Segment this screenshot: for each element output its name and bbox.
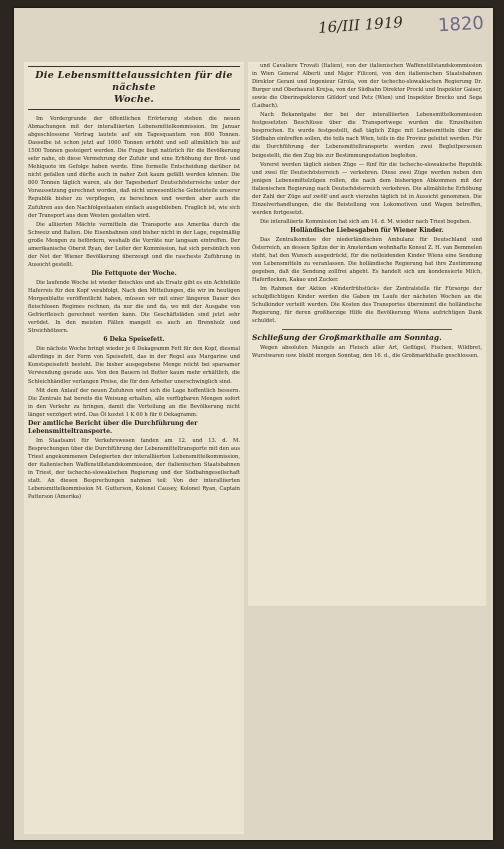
paragraph: Nach Bekanntgabe der bei der interalliierten Lebensmittelkommission festgesetzten Beschlüsse über die Transportwege wurden die Einzelheiten besprochen. Es wurde festgestellt, daß täglich Züge mit Lebensmitteln über die Südbahn eintreffen sollen, die teils nach Wien, teils in die Provinz geleitet werden. Für die Durchführung der Lebensmitteltransporte werden zwei Begleitpersonen beigestellt, die den Zug bis zur Bestimmungsstation begleiten. bbox=[252, 112, 482, 159]
notice-headline: Schließung der Großmarkthalle am Sonntag. bbox=[252, 332, 442, 342]
paragraph: und Cavaliere Trovati (Italien), von der italienischen Waffenstillstandskommission in Wien General Alberti und Major Filiconi, von den italienischen Staatsbahnen Direktor Gerani und Ingenieur Girola, von der tschecho-slowakischen Regierung Dr. Burger und Oberbaurat Krejsa, von der Südbahn Direktor Prockl und Inspektor Gaiser, sowie die Oberinspektoren Göldorf und Petz (Wien) und Inspektor Brecko und Sega (Laibach). bbox=[252, 63, 482, 110]
divider bbox=[282, 329, 452, 330]
headline-line2: Woche. bbox=[113, 94, 155, 105]
paragraph: Die interalliierte Kommission hat sich am 14. d. M. wieder nach Triest begeben. bbox=[260, 218, 472, 225]
clipping-right-column bbox=[248, 62, 486, 606]
paragraph: Im Staatsamt für Verkehrswesen fanden am 12. und 13. d. M. Besprechungen über die Durchführung der Lebensmitteltransporte mit den aus Triest angekommenen Delegierten der interalliierten Lebensmittelkommission, der italienischen Waffenstillstandskommission, der italienischen Staatsbahnen in Triest, der tschecho-slowakischen Regierung und der Südbahngesellschaft statt. An diesen Besprechungen nahmen teil: Von der interalliierten Lebensmittelkommission M. Gutterson, Kolonel Causey, Kolonel Ryan, Captain Patterson (Amerika) bbox=[28, 437, 240, 501]
subheading: Holländische Liebesgaben für Wiener Kinder. bbox=[290, 226, 444, 234]
article-headline bbox=[28, 66, 240, 110]
paragraph: Im Rahmen der Aktion »Kinderfrühstück« der Zentralstelle für Fürsorge der schulpflichtigen Kinder werden die Gaben im Laufe der nächsten Wochen an die Schulkinder verteilt werden. Die Kosten des Transportes übernimmt die holländische Regierung, für deren großherzige Hilfe die Bevölkerung Wiens aufrichtigen Dank schuldet. bbox=[252, 286, 482, 325]
paragraph: Die alliierten Mächte vermitteln die Transporte aus Amerika durch die Schweiz und Italien. Die Eisenbahnen sind bisher nicht in der Lage, regelmäßig große Mengen zu befördern, weshalb die Vorräte nur langsam eintreffen. Der amerikanische Oberst Ryan, der Leiter der Kommission, hat sich persönlich von der Not der Wiener Bevölkerung überzeugt und die rascheste Zuführung in Aussicht gestellt. bbox=[28, 221, 240, 268]
notice-text: Wegen absoluten Mangels an Fleisch aller Art, Geflügel, Fischen, Wildbret, Wurstwaren usw. bleibt morgen Sonntag, den 16. d., die Großmarkthalle geschlossen. bbox=[252, 344, 482, 359]
paragraph: Die laufende Woche ist wieder fleischlos und als Ersatz gibt es ein Achtelkilo Haferreis für den Kopf verabfolgt. Nach den Mitteilungen, die wir im heutigen Morgenblatte veröffentlicht haben, müssen wir mit einer längeren Dauer des fleischlosen Regimes rechnen, da nur die und da, wo mit der Ausgabe von Gefrierfleisch gerechnet werden kann. Die Geschäftsläden sind jetzt sehr verödet. In den meisten Fällen mangelt es auch an Brennholz und Streichhölzern. bbox=[28, 279, 240, 335]
handwritten-date: 16/III 1919 bbox=[317, 13, 404, 37]
paragraph: Die nächste Woche bringt wieder je 6 Dekagramm Fett für den Kopf, diesmal allerdings in der Form von Speisefett, das in der Regel aus Margarine und Kunstspeisefett besteht. Die bisher ausgegebene Menge reicht bei sparsamer Verwendung gerade aus. Von den Bauern ist Butter kaum mehr erhältlich, die Schleichhändler verlangen Preise, die für den Arbeiter unerschwinglich sind. bbox=[28, 346, 240, 385]
paragraph: Das Zentralkomitee der niederländischen Ambulanz für Deutschland und Österreich, an dessen Spitze der in Amsterdam wohnhafte Konsul Z. H. van Bemmelen steht, hat den Wunsch ausgedrückt, für die notleidenden Kinder Wiens eine Sendung von Lebensmitteln zu veranlassen. Die holländische Regierung hat ihre Zustimmung gegeben, daß die Sendung zollfrei abgeht. Es handelt sich um kondensierte Milch, Haferflocken, Kakao und Zucker. bbox=[252, 236, 482, 284]
headline-line1: Die Lebensmittelaussichten für die nächste bbox=[35, 70, 233, 93]
clipping-left-column bbox=[24, 62, 244, 834]
paragraph: Mit dem Anlauf der neuen Zufuhren wird sich die Lage hoffentlich bessern. Die Zentrale hat bereits die Weisung erhalten, alle verfügbaren Mengen sofort in den Verkehr zu bringen, damit die Verteilung an die Bevölkerung nicht länger verzögert wird. Das Öl kostet 1 K 60 h für 6 Dekagramm. bbox=[28, 387, 240, 418]
subheading: Die Fettquote der Woche. bbox=[91, 269, 177, 277]
paragraph: Vorerst werden täglich sieben Züge — fünf für die tschecho-slowakische Republik und zwei für Deutschösterreich — verkehren. Diese zwei Züge werden neben den jenigen Lebensmittelzügen rollen, die nach dem bisherigen Abkommen mit der italienischen Regierung nach Deutschösterreich verkehren. Die allmähliche Erhöhung der Zahl der Züge auf zwölf und auch vierzehn täglich ist in Aussicht genommen. Die Einzelverhandlungen, die die Beistellung von Lokomotiven und Wagen betreffen, werden fortgesetzt. bbox=[252, 161, 482, 216]
archive-stamp-number: 1820 bbox=[437, 12, 485, 37]
paragraph: Im Vordergrunde der öffentlichen Erörterung stehen die neuen Abmachungen mit der interalliierten Lebensmittelkommission. Im Januar abgeschlossene Vertrag lautete auf ein Tagesquantum von 800 Tonnen. Dasselbe ist schon jetzt auf 1000 Tonnen erhöht und soll allmählich bis auf 1500 Tonnen gesteigert werden. Die Frage liegt natürlich für die Bevölkerung sehr nahe, ob diese Vermehrung der Zufuhr und eine Erhöhung der Brot- und Mehlquote im Gefolge haben werde. Eine formelle Entscheidung darüber ist nicht gefallen und dürfte auch in naher Zeit kaum gefällt werden können. Die 800 Tonnen täglich waren, als der Tagesbedarf Deutschösterreichs unter der Voraussetzung gerechnet worden, daß nicht unwesentliche Gebietsteile unserer Republik bisher zu verpflegen, zu berechnen und werden aber auch die Zufuhren aus den Nachfolgestaaten einfach ausgeblieben. Fraglich ist, wie sich der Transport aus dem Westen gestalten wird. bbox=[28, 116, 240, 219]
subheading: 6 Deka Speisefett. bbox=[103, 336, 165, 344]
section-heading: Der amtliche Bericht über die Durchführung der Lebensmitteltransporte. bbox=[28, 419, 198, 435]
